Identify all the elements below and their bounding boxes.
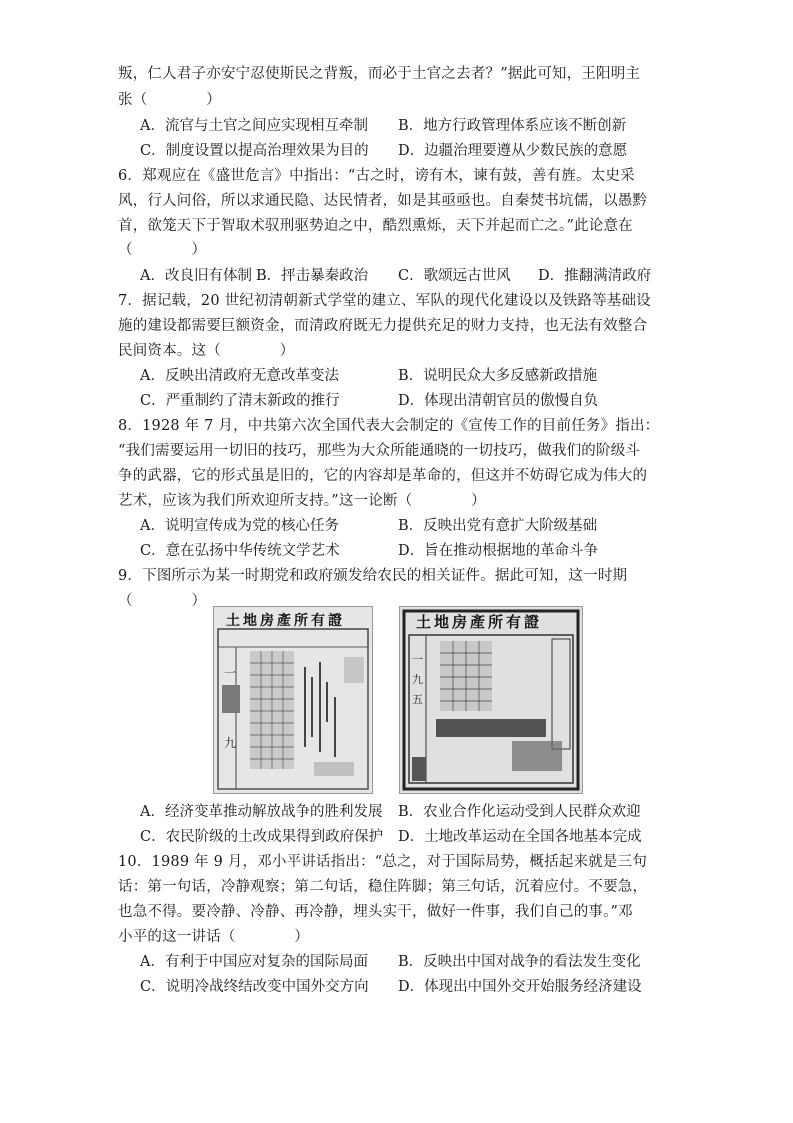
svg-text:九: 九 <box>412 673 423 686</box>
svg-text:一: 一 <box>224 666 237 680</box>
land-certificate-right-title: 土地房產所有證 <box>416 613 543 631</box>
q6-option-d: D．推翻满清政府 <box>538 268 652 284</box>
q6-option-a: A．改良旧有体制 <box>140 268 252 284</box>
q8-option-a: A．说明宣传成为党的核心任务 <box>140 518 339 534</box>
land-certificate-left-graphic <box>214 607 372 793</box>
q7-line-2: 施的建设都需要巨额资金，而清政府既无力提供充足的财力支持，也无法有效整合 <box>118 318 648 334</box>
q8-option-d: D．旨在推动根据地的革命斗争 <box>398 543 599 559</box>
q10-line-4: 小平的这一讲话（ ） <box>118 929 310 945</box>
q10-line-1: 10．1989 年 9 月，邓小平讲话指出：“总之，对于国际局势，概括起来就是三句 <box>118 854 648 870</box>
land-certificate-left-image <box>213 606 373 794</box>
q9-option-a: A．经济变革推动解放战争的胜利发展 <box>140 804 383 820</box>
q6-line-1: 6．郑观应在《盛世危言》中指出：“古之时，谤有木，谏有鼓，善有旌。太史采 <box>118 168 635 184</box>
q9-option-b: B．农业合作化运动受到人民群众欢迎 <box>398 804 641 820</box>
q5-line-1: 叛，仁人君子亦安宁忍使斯民之背叛，而必于土官之去者？”据此可知，王阳明主 <box>118 66 641 82</box>
svg-text:一: 一 <box>412 653 423 666</box>
q8-line-2: “我们需要运用一切旧的技巧，那些为大众所能通晓的一切技巧，做我们的阶级斗 <box>118 443 641 459</box>
q5-option-b: B．地方行政管理体系应该不断创新 <box>398 118 627 134</box>
q9-line-2: （ ） <box>118 593 207 609</box>
q8-option-c: C．意在弘扬中华传统文学艺术 <box>140 543 340 559</box>
svg-text:九: 九 <box>224 736 237 750</box>
q8-line-4: 艺术，应该为我们所欢迎所支持。”这一论断（ ） <box>118 493 486 509</box>
q10-option-d: D．体现出中国外交开始服务经济建设 <box>398 979 642 995</box>
q10-line-2: 话：第一句话，冷静观察；第二句话，稳住阵脚；第三句话，沉着应付。不要急， <box>118 879 648 895</box>
q7-line-3: 民间资本。这（ ） <box>118 343 295 359</box>
q5-option-c: C．制度设置以提高治理效果为目的 <box>140 143 369 159</box>
q7-line-1: 7．据记载，20 世纪初清朝新式学堂的建立、军队的现代化建设以及铁路等基础设 <box>118 293 651 309</box>
q6-option-c: C．歌颂远古世风 <box>398 268 511 284</box>
q9-option-c: C．农民阶级的土改成果得到政府保护 <box>140 829 384 845</box>
q8-line-1: 8．1928 年 7 月，中共第六次全国代表大会制定的《宣传工作的目前任务》指出： <box>118 418 660 434</box>
q5-line-2: 张（ ） <box>118 92 221 108</box>
q10-option-b: B．反映出中国对战争的看法发生变化 <box>398 954 641 970</box>
q7-option-d: D．体现出清朝官员的傲慢自负 <box>398 393 599 409</box>
q9-option-d: D．土地改革运动在全国各地基本完成 <box>398 829 642 845</box>
land-certificate-left-title: 土地房產所有證 <box>226 613 345 629</box>
q9-line-1: 9．下图所示为某一时期党和政府颁发给农民的相关证件。据此可知，这一时期 <box>118 568 628 584</box>
q7-option-b: B．说明民众大多反感新政措施 <box>398 368 598 384</box>
q7-option-c: C．严重制约了清末新政的推行 <box>140 393 340 409</box>
q5-option-a: A．流官与土官之间应实现相互牵制 <box>140 118 368 134</box>
q5-option-d: D．边疆治理要遵从少数民族的意愿 <box>398 143 628 159</box>
q6-line-3: 首，欲笼天下于智取术驭刑驱势迫之中，酷烈熏烁，天下并起而亡之。”此论意在 <box>118 218 633 234</box>
land-certificate-right-image <box>399 606 583 794</box>
q6-line-4: （ ） <box>118 242 207 258</box>
svg-text:五: 五 <box>412 693 423 706</box>
q8-option-b: B．反映出党有意扩大阶级基础 <box>398 518 598 534</box>
q7-option-a: A．反映出清政府无意改革变法 <box>140 368 339 384</box>
q10-option-a: A．有利于中国应对复杂的国际局面 <box>140 954 368 970</box>
q10-line-3: 也急不得。要冷静、冷静、再冷静，埋头实干，做好一件事，我们自己的事。”邓 <box>118 904 633 920</box>
q6-option-b: B．抨击暴秦政治 <box>256 268 369 284</box>
q10-option-c: C．说明冷战终结改变中国外交方向 <box>140 979 369 995</box>
land-certificate-right-graphic <box>400 607 582 793</box>
q6-line-2: 风，行人问俗，所以求通民隐、达民情者，如是其亟亟也。自秦焚书坑儒，以愚黔 <box>118 193 648 209</box>
q8-line-3: 争的武器，它的形式虽是旧的，它的内容却是革命的，但这并不妨碍它成为伟大的 <box>118 468 648 484</box>
